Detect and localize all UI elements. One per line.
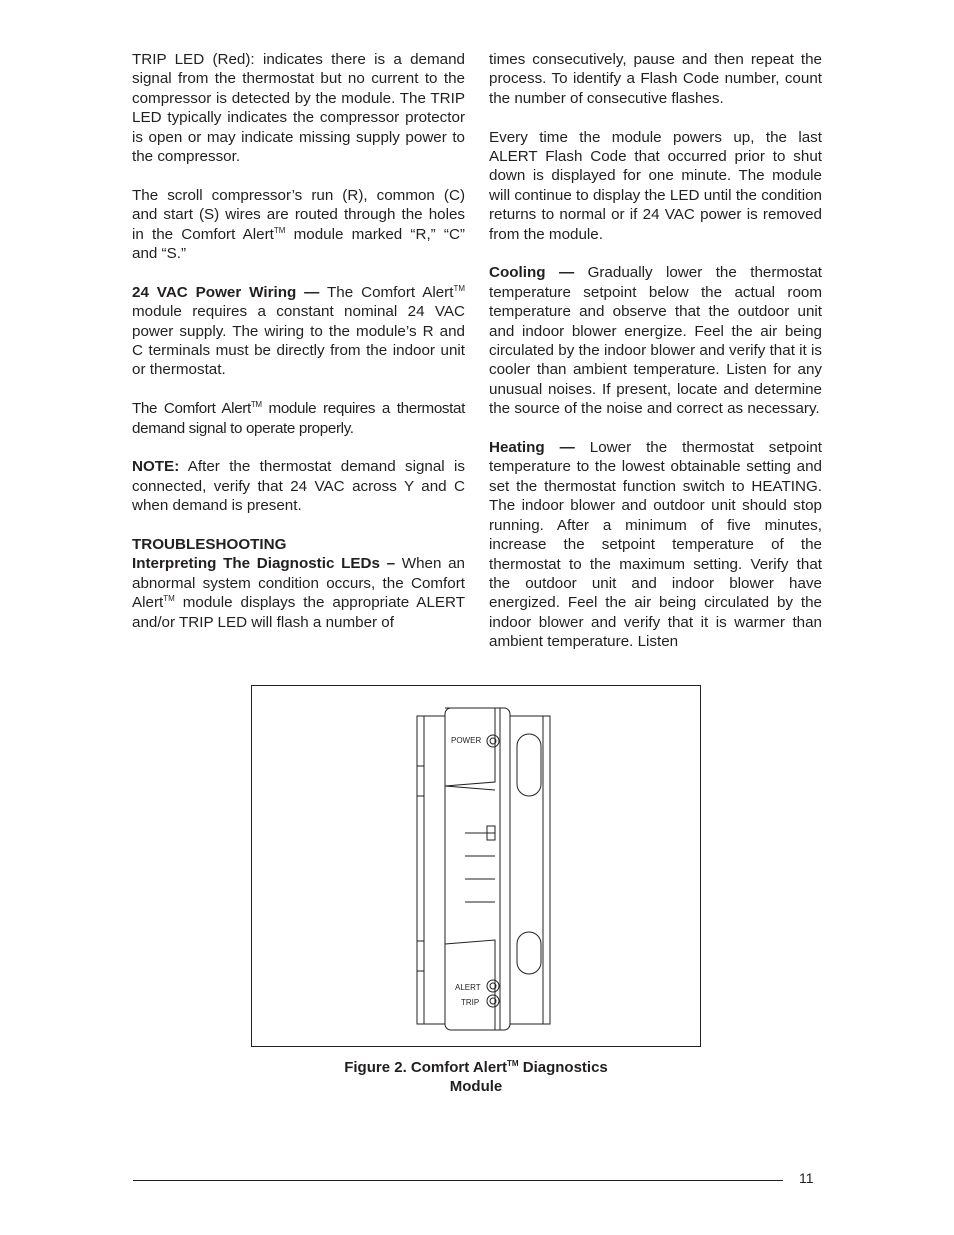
caption-line-2: Module bbox=[449, 1078, 503, 1096]
trip-led-paragraph: TRIP LED (Red): indicates there is a demand signal from the thermostat but no current to the compressor is detected by the module. The TRIP LED typically indicates the compressor protector is open or may indicate missing supply power to the compressor. bbox=[132, 51, 465, 166]
terminal-ticks bbox=[465, 833, 495, 902]
right-column bbox=[489, 50, 822, 671]
heating-text: Lower the thermostat setpoint temperature to the lowest obtainable setting and set the thermostat function switch to HEATING. The indoor blower and outdoor unit should stop running. After a minimum of five minutes, increase the setpoint temperature of the thermostat to the maximum setting. Verify that the outdoor unit and indoor blower have energized. Feel the air being circulated by the indoor blower and verify that it is warmer than ambient temperature. Listen bbox=[489, 439, 822, 651]
footer-rule bbox=[133, 1180, 783, 1181]
troubleshooting-heading: TROUBLESHOOTING bbox=[132, 536, 287, 554]
top-housing-divider bbox=[445, 786, 495, 790]
trademark-mark: TM bbox=[273, 225, 286, 235]
note-paragraph bbox=[132, 457, 465, 515]
heating-heading: Heating — bbox=[489, 439, 575, 457]
cooling-text: Gradually lower the thermostat temperature setpoint below the actual room temperature and observe that the outdoor unit and indoor blower energize. Feel the air being circulated by the indoor blower and verify that it is cooler than ambient temperature. Listen for any unusual noises. If present, locate and determine the source of the noise and correct as necessary. bbox=[489, 264, 822, 418]
interpreting-heading: Interpreting The Diagnostic LEDs – bbox=[132, 555, 396, 573]
trademark-mark: TM bbox=[507, 1059, 519, 1068]
power-led-label: POWER bbox=[451, 736, 482, 745]
interpreting-paragraph bbox=[132, 554, 465, 632]
caption-text-end: Diagnostics bbox=[518, 1059, 608, 1076]
alert-led-label: ALERT bbox=[455, 983, 481, 992]
top-mounting-slot bbox=[517, 734, 541, 796]
cooling-paragraph bbox=[489, 263, 822, 418]
comfort-alert-module-drawing bbox=[252, 686, 700, 1046]
interpreting-text-end: module displays the appropriate ALERT and/or TRIP LED will flash a number of bbox=[132, 594, 465, 631]
bottom-mounting-slot bbox=[517, 932, 541, 974]
left-column bbox=[132, 50, 465, 652]
right-flange bbox=[510, 716, 550, 1024]
left-flange bbox=[417, 716, 445, 1024]
trademark-mark: TM bbox=[250, 400, 262, 410]
wires-text-end: module marked “R,” “C” and “S.” bbox=[132, 225, 465, 263]
power-up-paragraph: Every time the module powers up, the last ALERT Flash Code that occurred prior to shut down is displayed for one minute. The module will continue to display the LED until the condition returns to normal or if 24 VAC power is removed from the module. bbox=[489, 128, 822, 243]
note-label: NOTE: bbox=[132, 458, 180, 476]
page-number: 11 bbox=[799, 1170, 814, 1186]
cooling-heading: Cooling — bbox=[489, 264, 575, 282]
wires-paragraph bbox=[132, 186, 465, 264]
caption-line-1 bbox=[251, 1058, 701, 1077]
demand-paragraph bbox=[132, 399, 465, 438]
trip-led-icon bbox=[487, 995, 499, 1007]
interpreting-text-start: When an abnormal system condition occurs, the Comfort Alert bbox=[132, 555, 465, 612]
trip-led-label: TRIP bbox=[461, 998, 480, 1007]
demand-text-end: module requires a thermostat demand signal to operate properly. bbox=[132, 400, 465, 437]
wires-text-start: The scroll compressor’s run (R), common (C) and start (S) wires are routed through the holes in the Comfort Alert bbox=[132, 186, 465, 243]
power-wiring-text-end: module requires a constant nominal 24 VAC power supply. The wiring to the module’s R and C terminals must be directly from the indoor unit or thermostat. bbox=[132, 303, 465, 379]
power-wiring-text-start: The Comfort Alert bbox=[319, 283, 454, 301]
power-wiring-paragraph bbox=[132, 283, 465, 380]
top-housing bbox=[445, 708, 495, 786]
trademark-mark: TM bbox=[453, 283, 465, 293]
caption-text-start: Figure 2. Comfort Alert bbox=[344, 1059, 508, 1076]
note-text: After the thermostat demand signal is connected, verify that 24 VAC across Y and C when demand is present. bbox=[132, 458, 465, 515]
flash-code-paragraph: times consecutively, pause and then repeat the process. To identify a Flash Code number, count the number of consecutive flashes. bbox=[489, 51, 822, 107]
figure-caption bbox=[251, 1058, 701, 1097]
left-flange-notch-top bbox=[417, 766, 424, 796]
trademark-mark: TM bbox=[163, 594, 175, 604]
left-flange-notch-bottom bbox=[417, 941, 424, 971]
power-led-icon bbox=[487, 735, 499, 747]
heating-paragraph bbox=[489, 438, 822, 651]
alert-led-icon bbox=[487, 980, 499, 992]
figure-frame bbox=[251, 685, 701, 1047]
power-wiring-heading: 24 VAC Power Wiring — bbox=[132, 283, 320, 301]
demand-text-start: The Comfort Alert bbox=[132, 400, 251, 418]
